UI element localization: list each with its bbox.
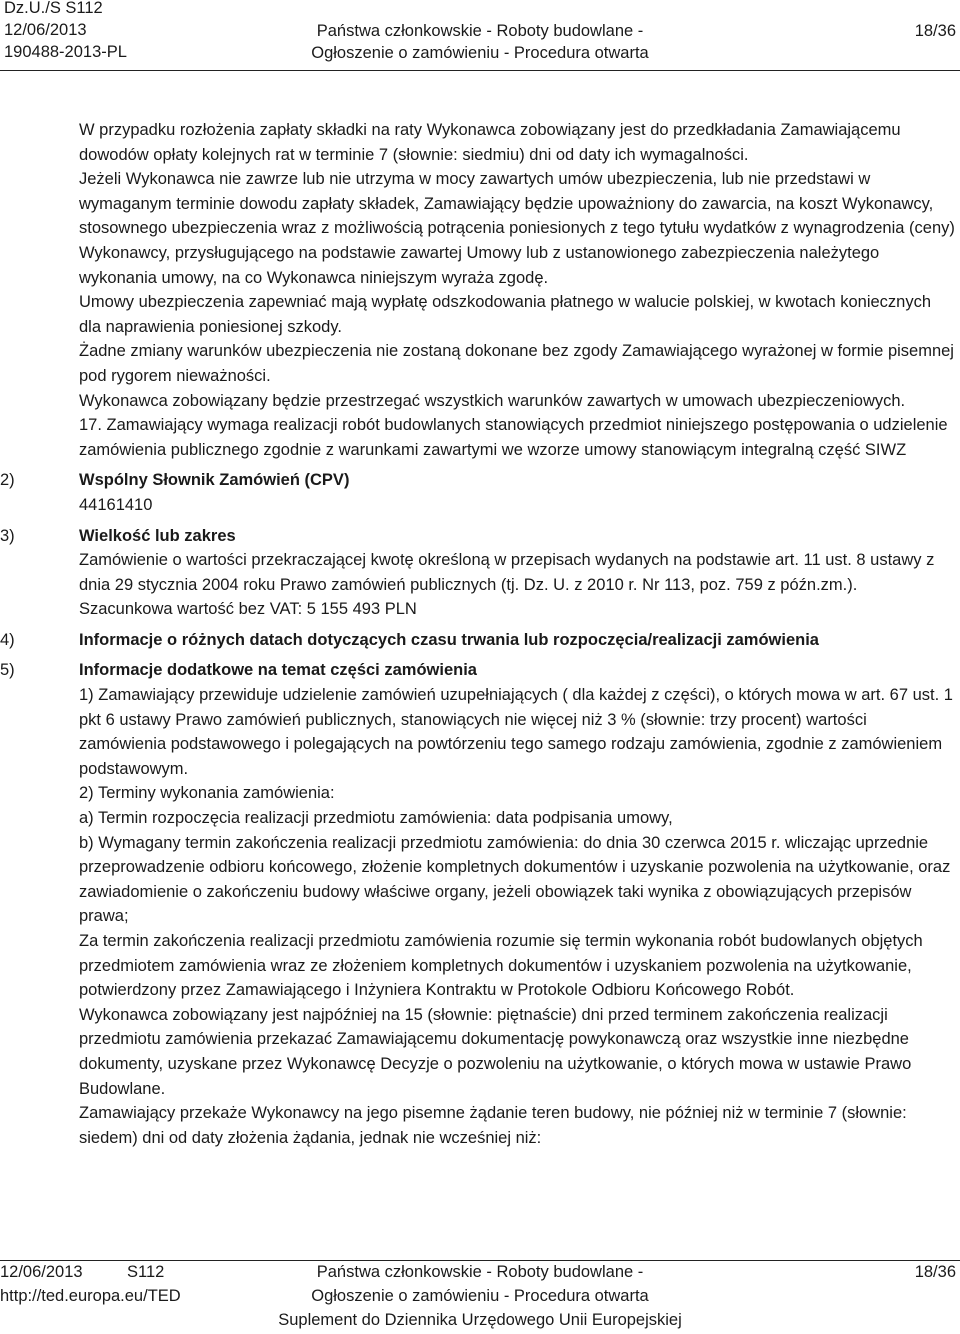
footer-code: S112 — [127, 1263, 165, 1281]
intro-paragraph: W przypadku rozłożenia zapłaty składki na raty Wykonawca zobowiązany jest do przedkładania Zamawiającemu dowodów opłaty kolejnych rat w terminie 7 (słownie: siedmiu) dni od daty ich wymagalności. — [79, 121, 901, 164]
section-title: Informacje dodatkowe na temat części zamówienia — [79, 661, 477, 680]
document-body — [0, 118, 960, 1150]
section-line: b) Wymagany termin zakończenia realizacji przedmiotu zamówienia: do dnia 30 czerwca 2015 r. wliczając uprzednie przeprowadzenie odbioru końcowego, złożenie kompletnych dokumentów i uzyskanie pozwolenia na użytkowanie, oraz zawiadomienie o zakończeniu budowy właściwe organy, jeżeli obowiązek taki wynika z obowiązujących przepisów prawa; — [79, 833, 951, 926]
header-title-line1: Państwa członkowskie - Roboty budowlane - — [316, 22, 644, 40]
header-page-number: 18/36 — [914, 22, 956, 40]
intro-paragraph: Umowy ubezpieczenia zapewniać mają wypłatę odszkodowania płatnego w walucie polskiej, w kwotach koniecznych dla naprawienia poniesionej szkody. — [79, 293, 932, 336]
intro-block — [79, 118, 957, 462]
section-line: a) Termin rozpoczęcia realizacji przedmiotu zamówienia: data podpisania umowy, — [79, 809, 673, 828]
section-dates — [0, 628, 960, 653]
footer-title-line2: Ogłoszenie o zamówieniu - Procedura otwarta — [311, 1287, 649, 1305]
header-date: 12/06/2013 — [4, 21, 87, 39]
section-line: Zamawiający przekaże Wykonawcy na jego pisemne żądanie teren budowy, nie później niż w terminie 7 (słownie: siedem) dni od daty złożenia żądania, jednak nie wcześniej niż: — [79, 1104, 907, 1147]
page-header — [0, 0, 960, 70]
header-title — [0, 20, 960, 64]
intro-paragraph: Jeżeli Wykonawca nie zawrze lub nie utrzyma w mocy zawartych umów ubezpieczenia, lub nie przedstawi w wymaganym terminie dowodu zapłaty składek, Zamawiający będzie upoważniony do zawarcia, na koszt Wykonawcy, stosownego ubezpieczenia wraz z możliwością potrącenia poniesionych z tego tytułu wydatków z wynagrodzenia (ceny) Wykonawcy, przysługującego na podstawie zawartej Umowy lub z ustanowionego zabezpieczenia należytego wykonania umowy, na co Wykonawca niniejszym wyraża zgodę. — [79, 170, 955, 287]
section-number: 5) — [0, 661, 15, 680]
section-title: Wielkość lub zakres — [79, 526, 236, 545]
header-doc-ref: Dz.U./S S112 — [4, 0, 103, 17]
section-cpv — [0, 468, 960, 517]
section-title: Wspólny Słownik Zamówień (CPV) — [79, 471, 350, 490]
section-line: 1) Zamawiający przewiduje udzielenie zamówień uzupełniających ( dla każdej z części), o których mowa w art. 67 ust. 1 pkt 6 ustawy Prawo zamówień publicznych, stanowiących nie więcej niż 3 % (słownie: trzy procent) wartości zamówienia podstawowego i polegających na powtórzeniu tego samego rodzaju zamówienia, zgodnie z zamówieniem podstawowym. — [79, 686, 953, 778]
header-ref-no: 190488-2013-PL — [4, 43, 127, 61]
footer-title — [0, 1260, 960, 1332]
footer-page-number: 18/36 — [914, 1263, 956, 1281]
section-line: Szacunkowa wartość bez VAT: 5 155 493 PLN — [79, 600, 417, 619]
footer-url: http://ted.europa.eu/TED — [0, 1287, 181, 1305]
page-footer — [0, 1260, 960, 1334]
footer-date: 12/06/2013 — [0, 1263, 83, 1281]
section-line: Wykonawca zobowiązany jest najpóźniej na 15 (słownie: piętnaście) dni przed terminem zakończenia realizacji przedmiotu zamówienia przekazać Zamawiającemu dokumentację powykonawczą oraz wszystkie inne niezbędne dokumenty, uzyskane przez Wykonawcę Decyzje o pozwoleniu na użytkowanie, o których mowa w ustawie Prawo Budowlane. — [79, 1005, 912, 1098]
section-scope — [0, 524, 960, 622]
header-title-line2: Ogłoszenie o zamówieniu - Procedura otwarta — [311, 44, 649, 62]
section-line: Za termin zakończenia realizacji przedmiotu zamówienia rozumie się termin wykonania robót budowlanych objętych przedmiotem zamówienia wraz ze złożeniem kompletnych dokumentów i uzyskaniem pozwolenia na użytkowanie, potwierdzony przez Zamawiającego i Inżyniera Kontraktu w Protokole Odbioru Końcowego Robót. — [79, 932, 923, 1000]
section-line: Zamówienie o wartości przekraczającej kwotę określoną w przepisach wydanych na podstawie art. 11 ust. 8 ustawy z dnia 29 stycznia 2004 roku Prawo zamówień publicznych (tj. Dz. U. z 2010 r. Nr 113, poz. 759 z późn.zm.). — [79, 551, 935, 594]
footer-title-line3: Suplement do Dziennika Urzędowego Unii Europejskiej — [278, 1311, 682, 1329]
header-rule — [0, 70, 960, 71]
section-additional-info — [0, 658, 960, 1150]
section-number: 2) — [0, 471, 15, 490]
footer-title-line1: Państwa członkowskie - Roboty budowlane - — [316, 1263, 644, 1281]
intro-paragraph: Wykonawca zobowiązany będzie przestrzegać wszystkich warunków zawartych w umowach ubezpieczeniowych. — [79, 391, 906, 410]
section-line: 44161410 — [79, 495, 153, 514]
section-number: 4) — [0, 630, 15, 649]
section-line: 2) Terminy wykonania zamówienia: — [79, 784, 335, 803]
section-title: Informacje o różnych datach dotyczących czasu trwania lub rozpoczęcia/realizacji zamówienia — [79, 630, 819, 649]
intro-paragraph: Żadne zmiany warunków ubezpieczenia nie zostaną dokonane bez zgody Zamawiającego wyrażonej w formie pisemnej pod rygorem nieważności. — [79, 342, 954, 385]
section-number: 3) — [0, 526, 15, 545]
intro-paragraph: 17. Zamawiający wymaga realizacji robót budowlanych stanowiących przedmiot niniejszego postępowania o udzielenie zamówienia publicznego zgodnie z warunkami zawartymi we wzorze umowy stanowiącym integralną część SIWZ — [79, 416, 948, 459]
